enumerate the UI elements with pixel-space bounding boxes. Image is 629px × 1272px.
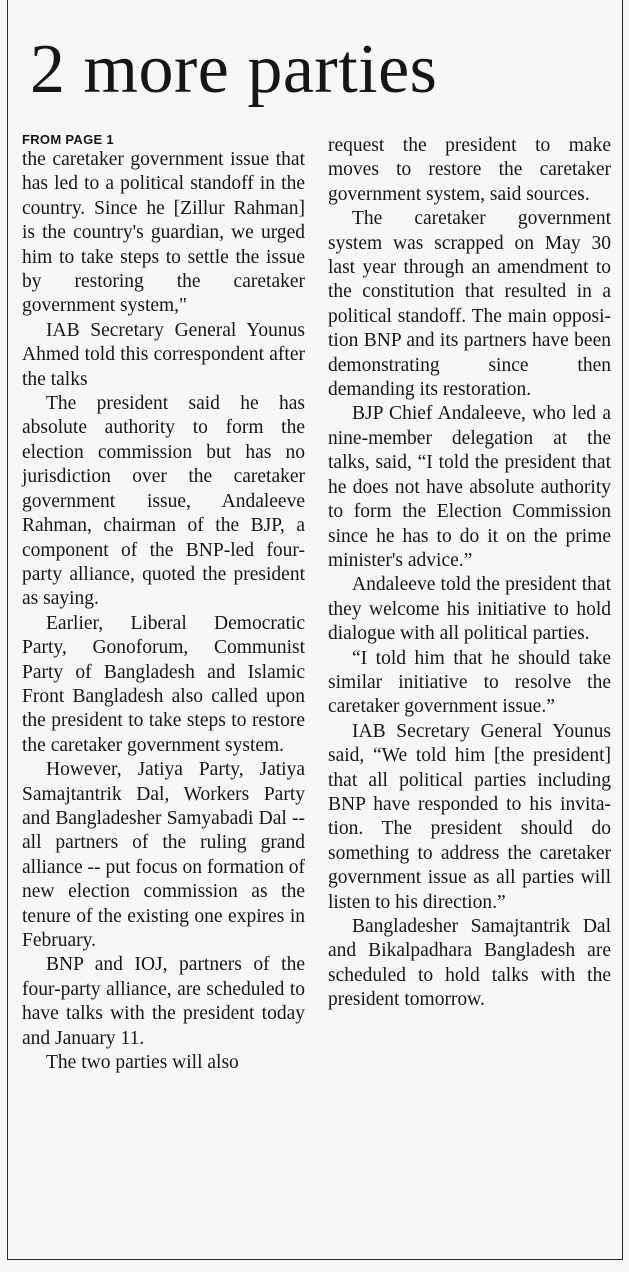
paragraph: “I told him that he should take similar initiative to resolve the caretaker government issue.”	[328, 647, 611, 718]
paragraph: IAB Secretary General Younus said, “We told him [the president] that all political parties including BNP have responded to his invitation. The president should do something to address the caretaker government issue as all parties will listen to his direction.”	[328, 720, 611, 913]
bottom-rule	[7, 1259, 622, 1260]
paragraph: Andaleeve told the president that they welcome his initiative to hold dialogue with all political parties.	[328, 574, 611, 645]
paragraph: The two parties will also	[46, 1052, 239, 1074]
paragraph: IAB Secretary General Younus Ahmed told this correspondent after the talks	[22, 319, 305, 390]
headline: 2 more parties	[30, 31, 438, 108]
paragraph: request the president to make moves to restore the caretaker government system, said sources.	[328, 135, 611, 205]
paragraph: However, Jatiya Party, Jatiya Samajtantrik Dal, Workers Party and Bangladesher Samyabadi Dal -- all partners of the ruling grand alliance -- put focus on formation of new election commission as the tenure of the existing one expires in February.	[22, 759, 305, 951]
paragraph: The president said he has absolute authority to form the election commission but has no jurisdiction over the caretaker government issue, Andaleeve Rahman, chairman of the BJP, a component of the BNP-led four-party alliance, quoted the president as saying.	[22, 393, 305, 610]
paragraph: Earlier, Liberal Democratic Party, Gonoforum, Communist Party of Bangladesh and Islamic Front Bangladesh also called upon the president to take steps to restore the caretaker government system.	[22, 612, 305, 756]
paragraph: the caretaker government issue that has led to a political standoff in the country. Since he [Zillur Rahman] is the country's guardian, we urged him to take steps to settle the issue by restoring the caretaker government system,"	[22, 149, 305, 317]
paragraph: BJP Chief Andaleeve, who led a nine-member delegation at the talks, said, “I told the president that he does not have absolute authority to form the Election Commission since he has to do it on the prime minister's advice.”	[328, 403, 611, 571]
column-rule-right	[622, 0, 623, 1260]
paragraph: Bangladesher Samajtantrik Dal and Bikalpadhara Bangladesh are scheduled to hold talks with the president tomorrow.	[328, 916, 611, 1011]
article-column-left	[22, 132, 305, 1075]
paragraph: The caretaker government system was scrapped on May 30 last year through an amendment to the constitution that resulted in a political standoff. The main opposition BNP and its partners have been demonstrating since then demanding its restoration.	[328, 208, 611, 401]
paragraph: BNP and IOJ, partners of the four-party alliance, are scheduled to have talks with the president today and January 11.	[22, 954, 305, 1049]
article-column-right	[328, 134, 611, 1013]
column-rule-left	[7, 0, 8, 1260]
continuation-kicker: FROM PAGE 1	[22, 132, 114, 147]
